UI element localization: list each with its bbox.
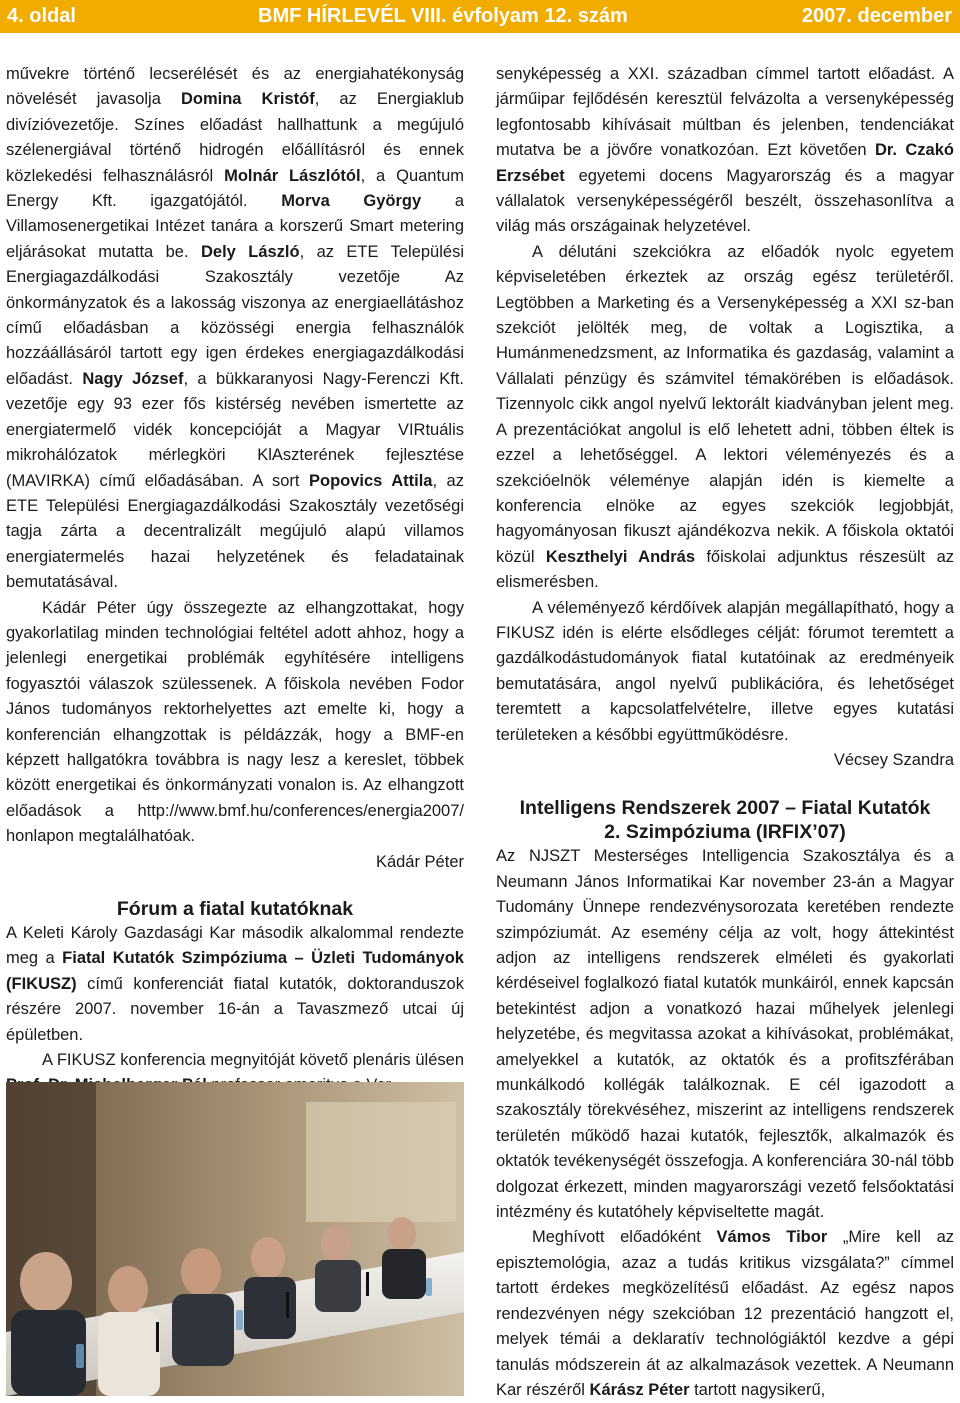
paragraph: művekre történő lecserélését és az energiahatékonyság növelését javasolja Domina Kristóf, az Energiaklub divízióvezetője. Színes előadást hallhattunk a megújuló szélenergiával történő hidrogén előállításról és ennek közlekedési felhasználásról Molnár Lászlótól, a Quantum Energy Kft. igazgatójától. Morva György a Villamosenergetikai Intézet tanára a korszerű Smart metering eljárásokat mutatta be. Dely László, az ETE Települési Energiagazdálkodási Szakosztály vezetője Az önkormányzatok és a lakosság viszonya az energiaellátáshoz című előadásban a közösségi energia felhasználók hozzáállásáról tartott egy igen érdekes energiagazdálkodási előadást. Nagy József, a bükkaranyosi Nagy-Ferenczi Kft. vezetője egy 93 ezer fős kistérség nevében ismertette az energiatermelő vidék koncepcióját a Magyar VIRtuális mikrohálózatok mérlegköri KlAszterének fejlesztése (MAVIRKA) című előadásában. A sort Popovics Attila, az ETE Települési Energiagazdálkodási Szakosztály vezetőségi tagja zárta a decentralizált megújuló alapú villamos energiatermelés hazai helyzetének és feladatainak bemutatásával. bbox=[6, 65, 464, 592]
publication-title: BMF HÍRLEVÉL VIII. évfolyam 12. szám bbox=[258, 5, 628, 27]
bold-name: Morva György bbox=[281, 192, 422, 211]
bold-name: Keszthelyi András bbox=[545, 547, 696, 566]
bold-name: Popovics Attila bbox=[309, 471, 433, 490]
paragraph: Az NJSZT Mesterséges Intelligencia Szakosztálya és a Neumann János Informatikai Kar november 23-án a Magyar Tudomány Ünnepe rendezvénysorozata keretében rendezte szimpóziumát. Az esemény célja az volt, hogy áttekintést adjon az intelligens rendszerek elméleti és gyakorlati kérdéseivel foglalkozó fiatal kutatók munkáiról, ennek kapcsán betekintést adjon a vonatkozó hazai műhelyek jelenlegi helyzetébe, és megvitassa azokat a kihívásokat, problémákat, amelyekkel a kutatók, az oktatók és a profitszférában munkálkodó kollégák találkoznak. E cél igazodott a szakosztály törekvéséhez, miszerint az intelligens rendszerek területén működő hazai kutatók, fejlesztők, alkalmazók és oktatók tevékenységét összefogja. A konferenciára 30-nál több dolgozat érkezett, minden magyarországi vezető felsőoktatási intézmény és kutatóhely képviseltette magát. bbox=[496, 847, 954, 1222]
bold-name: Fiatal Kutatók Szimpóziuma – Üzleti Tudományok (FIKUSZ) bbox=[6, 949, 464, 993]
bold-name: Vámos Tibor bbox=[716, 1228, 828, 1247]
paragraph: senyképesség a XXI. században címmel tartott előadást. A járműipar fejlődésén keresztül felvázolta a versenyképesség legfontosabb kihívásait múltban és jelenben, tendenciákat mutatva be a jövőre vonatkozóan. Ezt követően Dr. Czakó Erzsébet egyetemi docens Magyarország és a magyar vállalatok versenyképességéről beszélt, összehasonlítva a világ más országainak helyzetével. bbox=[496, 65, 954, 236]
section-heading bbox=[496, 796, 954, 844]
bold-name: Domina Kristóf bbox=[180, 90, 315, 109]
paragraph: A véleményező kérdőívek alapján megállapítható, hogy a FIKUSZ idén is elérte elsődleges célját: fórumot teremtett a gazdálkodástudományok fiatal kutatóinak az eredményeik bemutatására, angol nyelvű publikációra, és lehetőséget teremtett a kapcsolatfelvételre, illetve egyes kutatási területeken a későbbi együttműködésre. bbox=[496, 598, 954, 744]
page-header bbox=[0, 0, 960, 33]
paragraph: Meghívott előadóként Vámos Tibor „Mire kell az episztemológia, azaz a tudás kritikus vizsgálata?” címmel tartott érdekes megközelítésű előadást. Az egész napos rendezvényen négy szekcióban 12 prezentáció hangzott el, melyek témái a deklaratív technológiáktól kezdve a gépi tanulás módszerein át az alkalmazások vezettek. A Neumann Kar részéről Kárász Péter tartott nagysikerű, bbox=[496, 1228, 955, 1399]
photo-illustration bbox=[6, 1082, 464, 1396]
issue-date: 2007. december bbox=[801, 5, 952, 27]
paragraph: A FIKUSZ konferencia megnyitóját követő plenáris ülésen bbox=[6, 1048, 464, 1099]
section-heading: Fórum a fiatal kutatóknak bbox=[116, 898, 354, 920]
paragraph: A délutáni szekciókra az előadók nyolc egyetem képviseletében érkeztek az ország egész területéről. Legtöbben a Marketing és a Versenyképesség a XXI sz-ban szekciót jelölték meg, de voltak a Logisztika, a Humánmenedzsment, az Informatika és gazdaság, valamint a Vállalati pénzügy és számvitel témakörében is előadások. Tizennyolc cikk angol nyelvű lektorált kiadványban jelent meg. A prezentációkat angolul is elő lehetett adni, többen éltek is ezzel a lehetőséggel. A lektori véleményezés és a szekcióelnök véleménye alapján idén is kiemelte a konferencia elnöke az egyes szekciók legjobbját, hagyományosan fikuszt ajándékozva nekik. A főiskola oktatói közül Keszthelyi András főiskolai adjunktus részesült az elismerésben. bbox=[496, 242, 954, 592]
bold-name: Kárász Péter bbox=[589, 1380, 690, 1399]
bold-name: Dr. Czakó Erzsébet bbox=[496, 141, 954, 185]
bold-name: Molnár Lászlótól bbox=[224, 166, 361, 185]
left-column bbox=[6, 62, 464, 1099]
section-heading-line: 2. Szimpóziuma (IRFIX’07) bbox=[604, 821, 846, 844]
bold-name: Nagy József bbox=[82, 369, 184, 388]
conference-panel-photo bbox=[6, 1082, 464, 1396]
paragraph: A Keleti Károly Gazdasági Kar második alkalommal rendezte meg a Fiatal Kutatók Szimpóziuma – Üzleti Tudományok (FIKUSZ) című konferenciát fiatal kutatók, doktoranduszok részére 2007. november 16-án a Tavaszmező utcai új épületben. bbox=[6, 924, 464, 1044]
right-column bbox=[496, 62, 954, 1403]
section-heading-line: Intelligens Rendszerek 2007 – Fiatal Kutatók bbox=[519, 797, 931, 820]
author-signature: Kádár Péter bbox=[375, 852, 464, 871]
page-number: 4. oldal bbox=[7, 5, 76, 27]
bold-name: Dely László bbox=[200, 242, 300, 261]
paragraph: Kádár Péter úgy összegezte az elhangzottakat, hogy gyakorlatilag minden technológiai feltétel adott ahhoz, hogy a jelenlegi energetikai problémák egyhítésére intelligens fogyasztói válaszok szülessenek. A főiskola nevében Fodor János tudományos rektorhelyettes azt emelte ki, hogy a konferencián elhangzottak is példázzák, hogy a BMF-en képzett hallgatókra továbbra is nagy lesz a kereslet, többek között energetikai és önkormányzati vonalon is. Az elhangzott előadások a http://www.bmf.hu/conferences/energia2007/ honlapon megtalálhatóak. bbox=[6, 598, 464, 846]
author-signature: Vécsey Szandra bbox=[833, 750, 954, 769]
